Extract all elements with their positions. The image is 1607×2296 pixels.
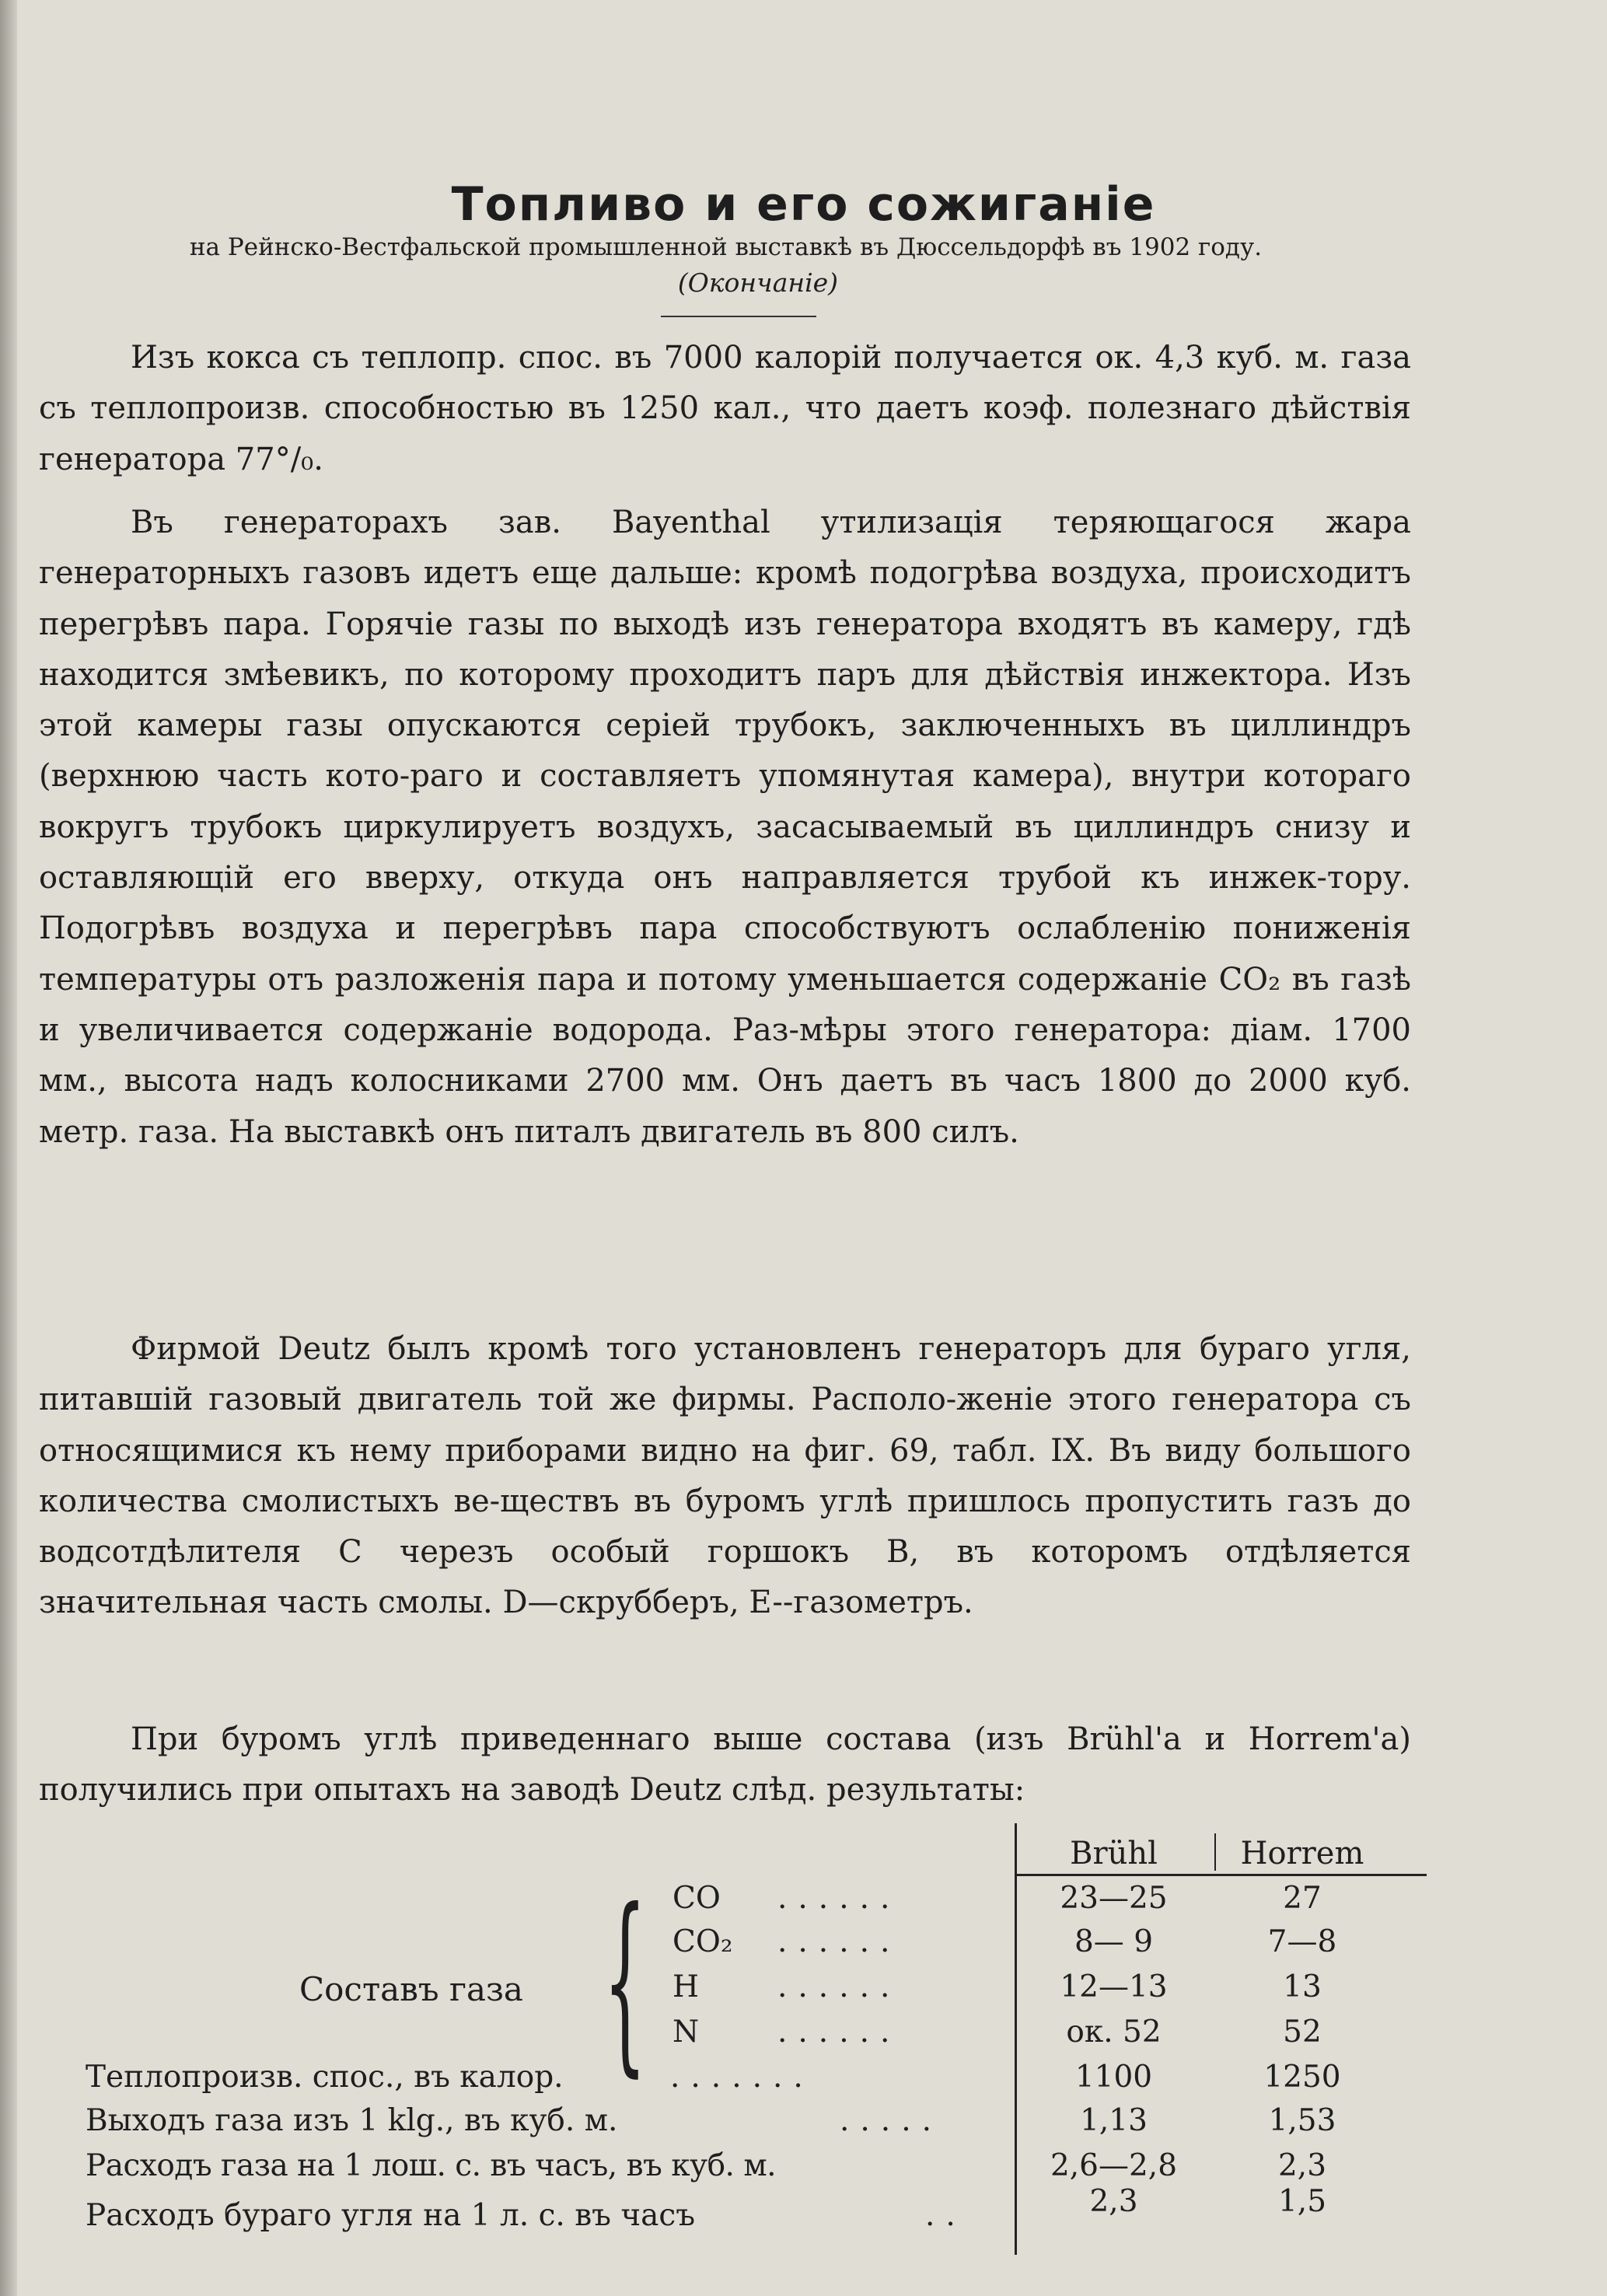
row-value-bruhl: 1,13 [1080, 2103, 1148, 2138]
continuation-note: (Окончаніе) [677, 267, 839, 298]
paragraph-1: Изъ кокса съ теплопр. спос. въ 7000 калорій получается ок. 4,3 куб. м. газа съ теплопроизв. способностью въ 1250 кал., что даетъ коэф. полезнаго дѣйствія генератора 77°/₀. [39, 340, 1411, 477]
title-divider [661, 316, 816, 317]
gas-row-bruhl: 8— 9 [1074, 1924, 1154, 1959]
leader-dots: ...... [777, 2015, 901, 2050]
row-value-horrem: 1250 [1263, 2060, 1341, 2095]
leader-dots: .. [925, 2198, 966, 2233]
leader-dots: ..... [840, 2103, 942, 2138]
paragraph-4: При буромъ углѣ приведеннаго выше состава (изъ Brühl'а и Horrem'а) получились при опытахъ на заводѣ Deutz слѣд. результаты: [39, 1721, 1411, 1808]
gas-row-horrem: 13 [1283, 1969, 1322, 2004]
row-label-gas-yield: Выходъ газа изъ 1 klg., въ куб. м. [86, 2103, 618, 2138]
gas-row-bruhl: 12—13 [1060, 1969, 1168, 2004]
gas-row-horrem: 52 [1283, 2015, 1322, 2050]
gas-row-label: H [672, 1969, 700, 2004]
row-label-heat-capacity: Теплопроизв. спос., въ калор. [86, 2060, 564, 2095]
column-header-horrem: Horrem [1240, 1836, 1364, 1871]
leader-dots: ...... [777, 1969, 901, 2004]
row-value-bruhl: 2,3 [1089, 2184, 1138, 2219]
gas-row-bruhl: ок. 52 [1066, 2015, 1162, 2050]
gas-row-bruhl: 23—25 [1060, 1881, 1168, 1916]
row-value-horrem: 1,53 [1268, 2103, 1336, 2138]
book-spine-shadow [0, 0, 17, 2296]
paragraph-3: Фирмой Deutz былъ кромѣ того установленъ генераторъ для бураго угля, питавшій газовый двигатель той же фирмы. Располо-женіе этого генератора съ относящимися къ нему приборами видно на фиг. 69, табл. IX. Въ виду большого количества смолистыхъ ве-ществъ въ буромъ углѣ пришлось пропустить газъ до водсотдѣлителя C черезъ особый горшокъ B, въ которомъ отдѣляется значительная часть смолы. D—скрубберъ, E--газометръ. [39, 1331, 1411, 1621]
header-underline [1015, 1874, 1427, 1876]
paragraph-2: Въ генераторахъ зав. Bayenthal утилизація теряющагося жара генераторныхъ газовъ идетъ еще дальше: кромѣ подогрѣва воздуха, происходитъ перегрѣвъ пара. Горячіе газы по выходѣ изъ генератора входятъ въ камеру, гдѣ находится змѣевикъ, по которому проходитъ паръ для дѣйствія инжектора. Изъ этой камеры газы опускаются серіей трубокъ, заключенныхъ въ циллиндръ (верхнюю часть кото-раго и составляетъ упомянутая камера), внутри котораго вокругъ трубокъ циркулируетъ воздухъ, засасываемый въ циллиндръ снизу и оставляющій его вверху, откуда онъ направляется трубой къ инжек-тору. Подогрѣвъ воздуха и перегрѣвъ пара способствуютъ ослабленію пониженія температуры отъ разложенія пара и потому уменьшается содержаніе CO₂ въ газѣ и увеличивается содержаніе водорода. Раз-мѣры этого генератора: діам. 1700 мм., высота надъ колосниками 2700 мм. Онъ даетъ въ часъ 1800 до 2000 куб. метр. газа. На выставкѣ онъ питалъ двигатель въ 800 силъ. [39, 505, 1411, 1150]
gas-row-horrem: 27 [1283, 1881, 1322, 1916]
gas-row-label: CO [672, 1881, 721, 1916]
column-header-bruhl: Brühl [1070, 1836, 1158, 1871]
gas-row-label: N [672, 2015, 700, 2050]
leader-dots: ...... [777, 1924, 901, 1959]
row-label-gas-consumption: Расходъ газа на 1 лош. с. въ часъ, въ куб. м. [86, 2148, 777, 2183]
leader-dots: ...... [777, 1881, 901, 1916]
gas-group-brace: { [603, 1868, 647, 2094]
gas-row-label: CO₂ [672, 1924, 733, 1959]
row-value-horrem: 2,3 [1277, 2148, 1327, 2183]
gas-row-horrem: 7—8 [1267, 1924, 1337, 1959]
leader-dots: ....... [670, 2060, 814, 2095]
row-value-horrem: 1,5 [1277, 2184, 1327, 2219]
article-subtitle: на Рейнско-Вестфальской промышленной выставкѣ въ Дюссельдорфѣ въ 1902 году. [189, 233, 1263, 261]
row-value-bruhl: 1100 [1074, 2060, 1153, 2095]
gas-composition-label: Составъ газа [299, 1970, 523, 2008]
article-title: Топливо и его сожиганіе [451, 177, 1156, 232]
row-label-coal-consumption: Расходъ бураго угля на 1 л. с. въ часъ [86, 2198, 696, 2233]
row-value-bruhl: 2,6—2,8 [1050, 2148, 1178, 2183]
